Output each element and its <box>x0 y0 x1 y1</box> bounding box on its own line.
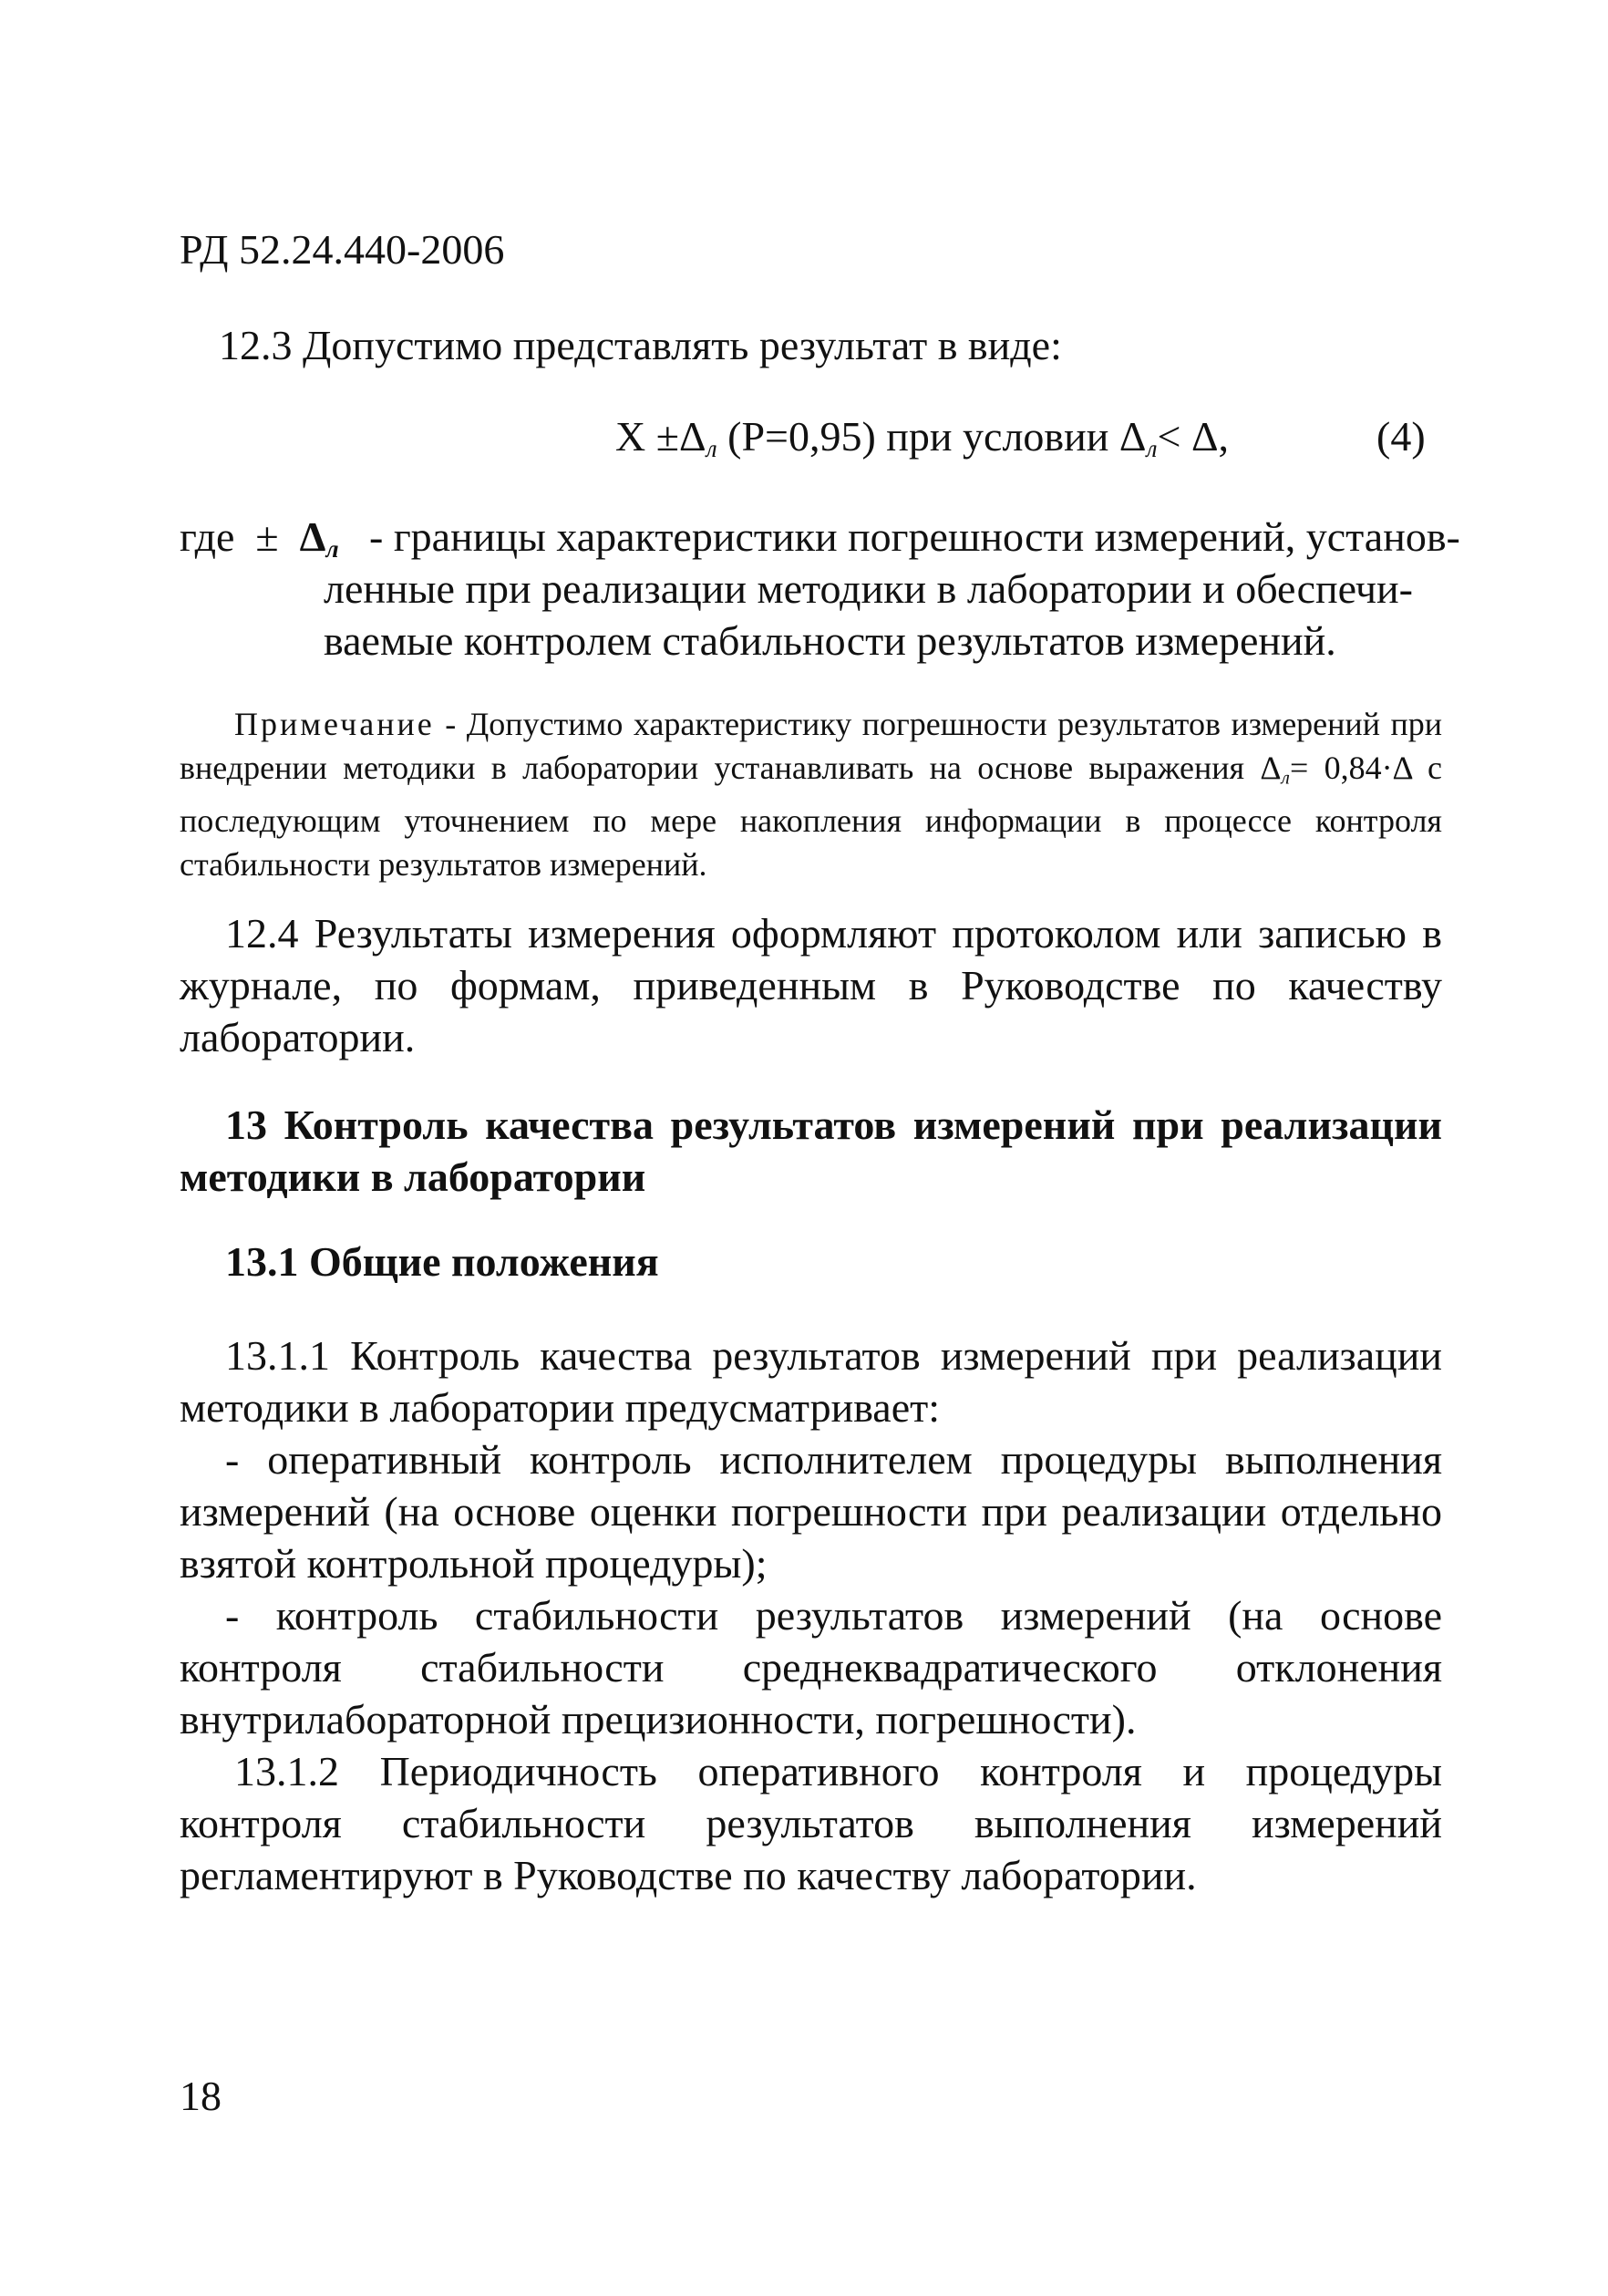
formula-x: X <box>615 413 646 460</box>
formula-pm: ± <box>655 413 679 460</box>
formula-4 <box>615 410 1229 474</box>
list-item-2-text: - контроль стабильности результатов измерений (на основе контроля стабильности среднеквадратического отклонения внутрилабораторной прецизионности, погрешности). <box>180 1592 1442 1743</box>
formula-number: (4) <box>1376 413 1426 460</box>
page-number: 18 <box>180 2073 222 2119</box>
where-label <box>180 511 339 574</box>
where-line-2: ленные при реализации методики в лаборатории и обеспечи- <box>324 565 1413 612</box>
section-13-1-2-text: 13.1.2 Периодичность оперативного контроля и процедуры контроля стабильности результатов выполнения измерений регламентируют в Руководстве по качеству лаборатории. <box>180 1748 1442 1898</box>
where-delta: Δ <box>299 513 326 560</box>
section-12-4-paragraph <box>180 907 1442 1063</box>
where-pm: ± <box>255 513 279 560</box>
section-13-heading <box>180 1099 1442 1203</box>
note-text-2: = 0,84·Δ с последующим уточнением по мере накопления информации в процессе контроля стабильности результатов измерений. <box>180 750 1443 884</box>
formula-less-than: < <box>1157 413 1181 460</box>
section-13-1-1-text: 13.1.1 Контроль качества результатов измерений при реализации методики в лаборатории предусматривает: <box>180 1332 1442 1431</box>
section-12-3-text: 12.3 Допустимо представлять результат в виде: <box>219 322 1062 368</box>
where-delta-sub: л <box>325 533 339 563</box>
list-item <box>180 1433 1442 1589</box>
note-delta-sub: л <box>1281 766 1290 789</box>
formula-delta-2: Δ <box>1118 413 1147 460</box>
where-word: где <box>180 513 235 560</box>
list-item-1-text: - оперативный контроль исполнителем процедуры выполнения измерений (на основе оценки погрешности при реализации отдельно взятой контрольной процедуры); <box>180 1436 1442 1587</box>
formula-delta-3: Δ, <box>1191 413 1230 460</box>
section-13-1-2-paragraph <box>180 1745 1442 1901</box>
where-line-1: - границы характеристики погрешности измерений, установ- <box>369 513 1460 560</box>
formula-delta-sub: л <box>706 433 717 462</box>
note-label: Примечание <box>234 706 435 742</box>
note-delta: Δ <box>1260 750 1282 786</box>
note-paragraph <box>180 702 1442 886</box>
formula-probability: (P=0,95) <box>727 413 876 460</box>
section-12-4-text: 12.4 Результаты измерения оформляют протоколом или записью в журнале, по формам, приведенным в Руководстве по качеству лаборатории. <box>180 910 1442 1060</box>
doc-code-header: РД 52.24.440-2006 <box>180 226 505 273</box>
note-text-1: - Допустимо характеристику погрешности результатов измерений при внедрении методики в лаборатории устанавливать на основе выражения <box>180 706 1443 786</box>
formula-delta: Δ <box>678 413 706 460</box>
list-item <box>180 1589 1442 1745</box>
where-line-3: ваемые контролем стабильности результатов измерений. <box>324 617 1336 664</box>
formula-condition: при условии <box>886 413 1109 460</box>
section-13-1-heading: 13.1 Общие положения <box>225 1238 659 1285</box>
section-13-title: 13 Контроль качества результатов измерений при реализации методики в лаборатории <box>180 1101 1442 1200</box>
formula-delta-2-sub: л <box>1146 433 1158 462</box>
section-13-1-1-paragraph <box>180 1329 1442 1433</box>
